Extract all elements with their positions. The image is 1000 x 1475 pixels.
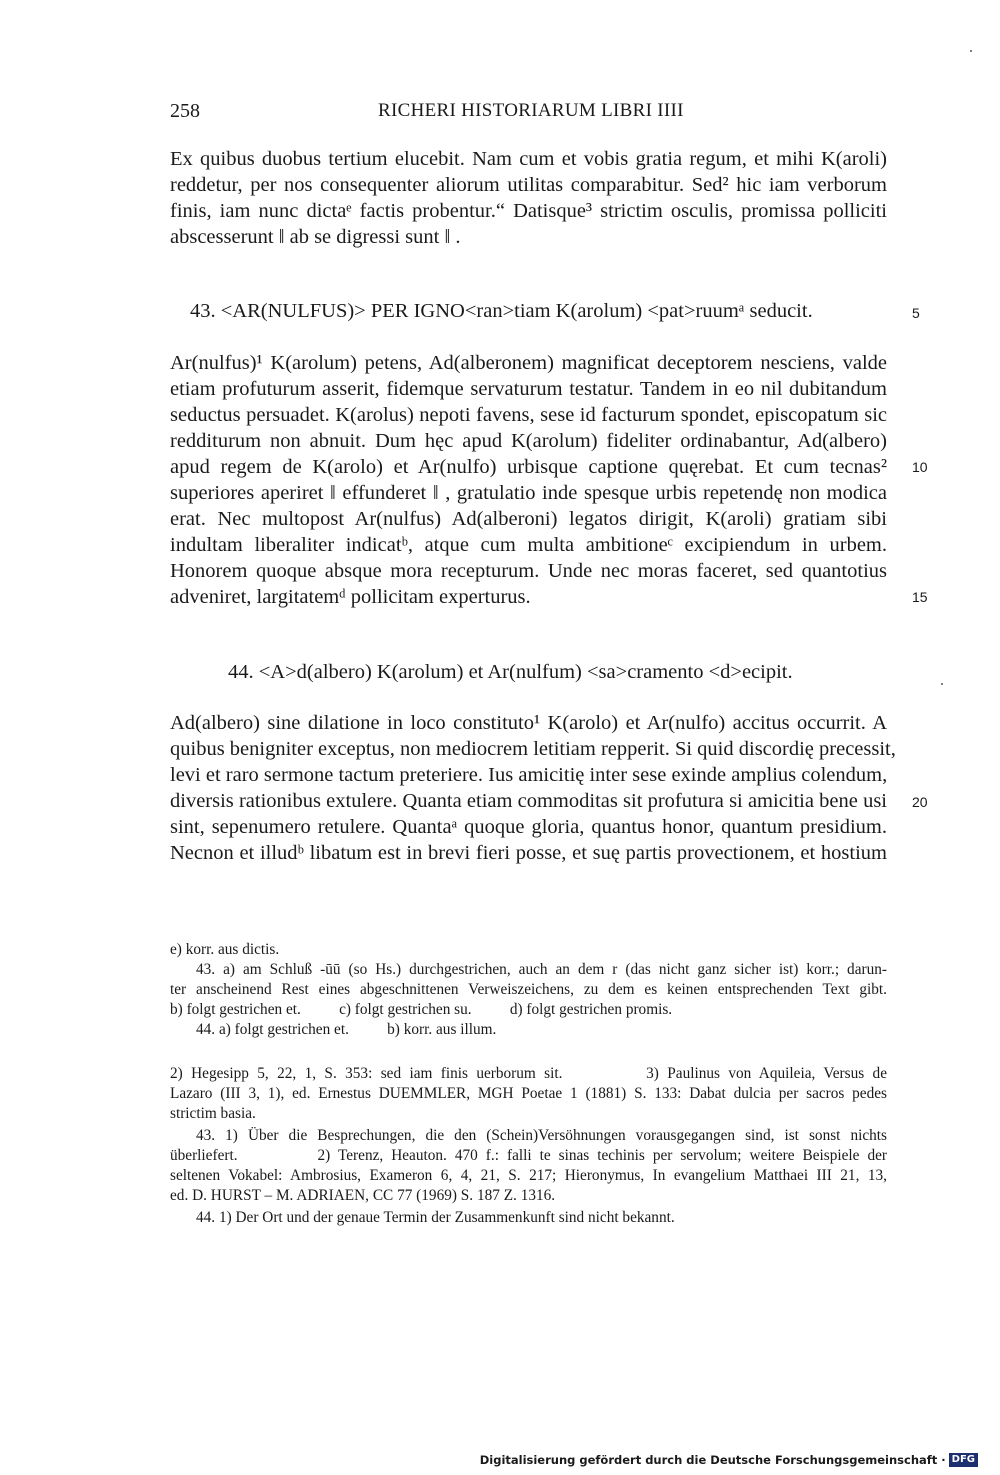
text-line: Necnon et illudᵇ libatum est in brevi fieri posse, et suę partis provectionem, et hostium <box>170 842 887 864</box>
text-line: redditurum non abnuit. Dum hęc apud K(arolum) fideliter ordinabantur, Ad(albero) <box>170 430 887 452</box>
text-line: reddetur, per nos consequenter aliorum utilitas comparabitur. Sed² hic iam verborum <box>170 174 887 196</box>
source-note: Lazaro (III 3, 1), ed. Ernestus DUEMMLER, MGH Poetae 1 (1881) S. 133: Dabat dulcia per sacros pedes <box>170 1085 887 1102</box>
text-line: levi et raro sermone tactum preteriere. Ius amicitię inter sese exinde amplius colendum, <box>170 764 888 786</box>
apparatus-note: 44. a) folgt gestrichen et. b) korr. aus illum. <box>196 1021 497 1038</box>
apparatus-note: 43. a) am Schluß -ūū (so Hs.) durchgestrichen, auch an dem r (das nicht ganz sicher ist) korr.; darun- <box>196 961 887 978</box>
text-line: indultam liberaliter indicatᵇ, atque cum multa ambitioneᶜ excipiendum in urbem. <box>170 534 887 556</box>
scan-speck <box>941 683 943 685</box>
text-line: finis, iam nunc dictaᵉ factis probentur.“ Datisque³ strictim osculis, promissa polliciti <box>170 200 887 222</box>
text-line: Ex quibus duobus tertium elucebit. Nam cum et vobis gratia regum, et mihi K(aroli) <box>170 148 887 170</box>
text-line: adveniret, largitatemᵈ pollicitam experturus. <box>170 586 531 608</box>
scan-speck <box>970 50 972 52</box>
funding-text: Digitalisierung gefördert durch die Deutsche Forschungsgemeinschaft · <box>479 1453 946 1467</box>
dfg-logo: DFG <box>949 1453 978 1467</box>
source-note: 44. 1) Der Ort und der genaue Termin der Zusammenkunft sind nicht bekannt. <box>196 1209 675 1226</box>
apparatus-note: b) folgt gestrichen et. c) folgt gestrichen su. d) folgt gestrichen promis. <box>170 1001 673 1018</box>
text-line: sint, sepenumero retulere. Quantaᵃ quoque gloria, quantus honor, quantum presidium. <box>170 816 887 838</box>
text-line: erat. Nec multopost Ar(nulfus) Ad(alberoni) legatos dirigit, K(aroli) gratiam sibi <box>170 508 887 530</box>
page-number: 258 <box>170 100 200 122</box>
text-line: superiores aperiret ‖ effunderet ‖ , gratulatio inde spesque urbis repetendę non modica <box>170 482 887 504</box>
line-number: 5 <box>912 305 920 321</box>
running-title: RICHERI HISTORIARUM LIBRI IIII <box>378 100 684 121</box>
chapter-44-heading: 44. <A>d(albero) K(arolum) et Ar(nulfum) <sa>cramento <d>ecipit. <box>228 661 793 683</box>
line-number: 15 <box>912 589 928 605</box>
line-number: 10 <box>912 459 928 475</box>
line-number: 20 <box>912 794 928 810</box>
text-line: Ar(nulfus)¹ K(arolum) petens, Ad(alberonem) magnificat deceptorem nesciens, valde <box>170 352 887 374</box>
apparatus-note: ter anscheinend Rest eines abgeschnittenen Verweiszeichens, zu dem es keinen entsprechenden Text gibt. <box>170 981 887 998</box>
funding-footer <box>480 1453 978 1467</box>
text-line: diversis rationibus extulere. Quanta etiam commoditas sit profutura si amicitia bene usi <box>170 790 887 812</box>
text-line: abscesserunt ‖ ab se digressi sunt ‖ . <box>170 226 461 248</box>
text-line: etiam profuturum asserit, fidemque servaturum testatur. Tandem in eo nil dubitandum <box>170 378 887 400</box>
text-line: apud regem de K(arolo) et Ar(nulfo) urbisque captione quęrebat. Et cum tecnas² <box>170 456 887 478</box>
source-note: strictim basia. <box>170 1105 256 1122</box>
source-note: ed. D. HURST – M. ADRIAEN, CC 77 (1969) S. 187 Z. 1316. <box>170 1187 556 1204</box>
text-line: Honorem quoque absque mora recepturum. Unde nec moras faceret, sed quantotius <box>170 560 887 582</box>
source-note: seltenen Vokabel: Ambrosius, Exameron 6, 4, 21, S. 217; Hieronymus, In evangelium Matthaei III 21, 13, <box>170 1167 887 1184</box>
text-line: Ad(albero) sine dilatione in loco constituto¹ K(arolo) et Ar(nulfo) accitus occurrit. A <box>170 712 887 734</box>
chapter-43-heading: 43. <AR(NULFUS)> PER IGNO<ran>tiam K(arolum) <pat>ruumᵃ seducit. <box>190 300 813 322</box>
text-line: seductus persuadet. K(arolus) nepoti favens, sese id facturum spondet, episcopatum sic <box>170 404 887 426</box>
source-note: 2) Hegesipp 5, 22, 1, S. 353: sed iam finis uerborum sit. 3) Paulinus von Aquileia, Versus de <box>170 1065 887 1082</box>
text-line: quibus benigniter exceptus, non mediocrem letitiam repperit. Si quid discordię precessit, <box>170 738 896 760</box>
apparatus-note: e) korr. aus dictis. <box>170 941 280 958</box>
source-note: 43. 1) Über die Besprechungen, die den (Schein)Versöhnungen vorausgegangen sind, ist sonst nichts <box>196 1127 887 1144</box>
source-note: überliefert. 2) Terenz, Heauton. 470 f.: falli te sinas techinis per servolum; weitere Beispiele der <box>170 1147 887 1164</box>
